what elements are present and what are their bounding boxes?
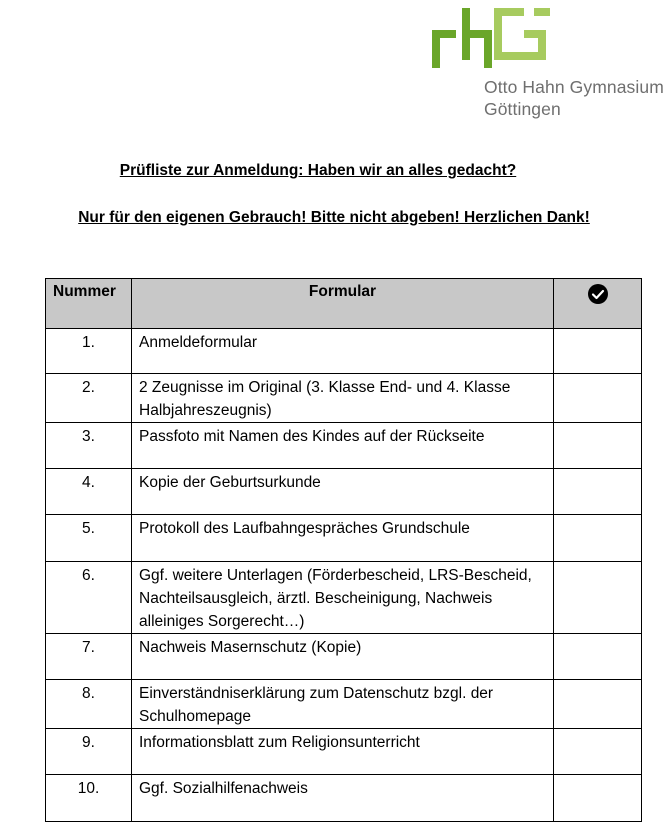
row-checkbox-cell[interactable] xyxy=(554,775,642,822)
school-name-line2: Göttingen xyxy=(484,99,561,119)
row-number: 3. xyxy=(46,423,132,469)
row-number: 8. xyxy=(46,680,132,729)
table-row xyxy=(46,562,642,634)
row-form: Einverständniserklärung zum Datenschutz bzgl. der Schulhomepage xyxy=(132,680,554,729)
row-checkbox-cell[interactable] xyxy=(554,329,642,374)
row-form: Ggf. Sozialhilfenachweis xyxy=(132,775,554,822)
row-checkbox-cell[interactable] xyxy=(554,469,642,515)
row-form: 2 Zeugnisse im Original (3. Klasse End- und 4. Klasse Halbjahreszeugnis) xyxy=(132,374,554,423)
row-checkbox-cell[interactable] xyxy=(554,729,642,775)
table-row xyxy=(46,634,642,680)
ohg-logo-mark xyxy=(430,4,560,68)
row-form: Ggf. weitere Unterlagen (Förderbescheid, LRS-Bescheid, Nachteilsausgleich, ärztl. Bescheinigung, Nachweis alleiniges Sorgerecht…) xyxy=(132,562,554,634)
header-number: Nummer xyxy=(46,279,132,329)
row-checkbox-cell[interactable] xyxy=(554,374,642,423)
document-subtitle: Nur für den eigenen Gebrauch! Bitte nicht abgeben! Herzlichen Dank! xyxy=(78,209,590,226)
checklist-table xyxy=(45,278,642,822)
table-row xyxy=(46,423,642,469)
school-name-line1: Otto Hahn Gymnasium xyxy=(484,77,664,97)
row-number: 10. xyxy=(46,775,132,822)
row-number: 2. xyxy=(46,374,132,423)
row-form: Nachweis Masernschutz (Kopie) xyxy=(132,634,554,680)
table-header-row xyxy=(46,279,642,329)
row-number: 7. xyxy=(46,634,132,680)
row-form: Protokoll des Laufbahngespräches Grundschule xyxy=(132,515,554,562)
document-title: Prüfliste zur Anmeldung: Haben wir an alles gedacht? xyxy=(119,162,517,179)
row-number: 5. xyxy=(46,515,132,562)
school-name xyxy=(484,76,664,120)
school-logo xyxy=(430,4,664,119)
row-form: Anmeldeformular xyxy=(132,329,554,374)
check-circle-icon xyxy=(587,283,609,305)
table-row xyxy=(46,775,642,822)
row-number: 6. xyxy=(46,562,132,634)
row-checkbox-cell[interactable] xyxy=(554,515,642,562)
row-checkbox-cell[interactable] xyxy=(554,562,642,634)
table-row xyxy=(46,680,642,729)
row-checkbox-cell[interactable] xyxy=(554,423,642,469)
row-checkbox-cell[interactable] xyxy=(554,680,642,729)
row-checkbox-cell[interactable] xyxy=(554,634,642,680)
table-row xyxy=(46,469,642,515)
header-form: Formular xyxy=(132,279,554,329)
row-form: Informationsblatt zum Religionsunterricht xyxy=(132,729,554,775)
table-row xyxy=(46,374,642,423)
row-form: Passfoto mit Namen des Kindes auf der Rückseite xyxy=(132,423,554,469)
row-number: 9. xyxy=(46,729,132,775)
table-row xyxy=(46,515,642,562)
row-number: 1. xyxy=(46,329,132,374)
row-form: Kopie der Geburtsurkunde xyxy=(132,469,554,515)
header-check xyxy=(554,279,642,329)
table-row xyxy=(46,729,642,775)
row-number: 4. xyxy=(46,469,132,515)
table-row xyxy=(46,329,642,374)
